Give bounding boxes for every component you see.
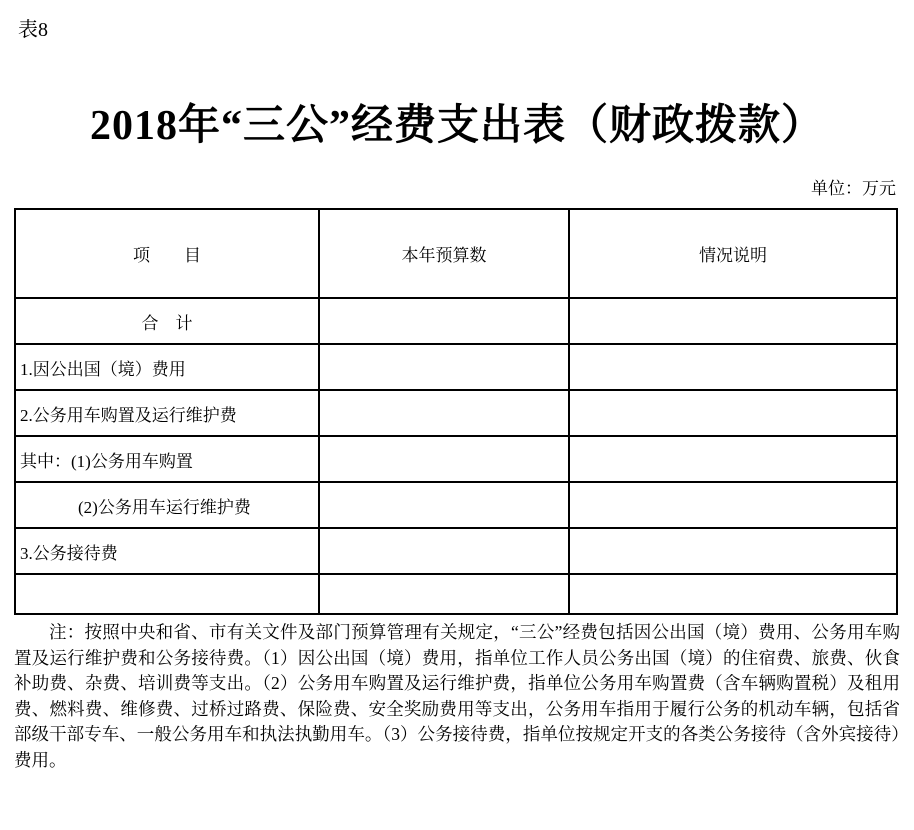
remark-cell: [569, 298, 897, 344]
remark-cell: [569, 390, 897, 436]
budget-cell: [319, 436, 569, 482]
table-row-total: [15, 298, 897, 344]
column-header-item: 项 目: [15, 209, 319, 298]
table-header-row: [15, 209, 897, 298]
table-row-empty: [15, 574, 897, 614]
item-cell: 合 计: [15, 298, 319, 344]
item-cell: (2)公务用车运行维护费: [15, 482, 319, 528]
expense-table: [14, 208, 898, 615]
unit-label: 单位：万元: [811, 179, 896, 198]
footnote: 注：按照中央和省、市有关文件及部门预算管理有关规定，“三公”经费包括因公出国（境）费用、公务用车购置及运行维护费和公务接待费。（1）因公出国（境）费用，指单位工作人员公务出国（境）的住宿费、旅费、伙食补助费、杂费、培训费等支出。（2）公务用车购置及运行维护费，指单位公务用车购置费（含车辆购置税）及租用费、燃料费、维修费、过桥过路费、保险费、安全奖励费用等支出，公务用车指用于履行公务的机动车辆，包括省部级干部专车、一般公务用车和执法执勤用车。（3）公务接待费，指单位按规定开支的各类公务接待（含外宾接待）费用。: [14, 622, 900, 770]
budget-cell: [319, 482, 569, 528]
remark-cell: [569, 344, 897, 390]
item-cell: 其中：(1)公务用车购置: [15, 436, 319, 482]
column-header-budget: 本年预算数: [319, 209, 569, 298]
table-row-abroad-expense: [15, 344, 897, 390]
item-cell: 3.公务接待费: [15, 528, 319, 574]
item-cell: [15, 574, 319, 614]
page-title: 2018年“三公”经费支出表（财政拨款）: [89, 103, 824, 149]
table-row-vehicle-maintenance: [15, 482, 897, 528]
column-header-remark: 情况说明: [569, 209, 897, 298]
remark-cell: [569, 436, 897, 482]
item-cell: 2.公务用车购置及运行维护费: [15, 390, 319, 436]
table-row-vehicle-purchase: [15, 436, 897, 482]
budget-cell: [319, 528, 569, 574]
remark-cell: [569, 574, 897, 614]
budget-cell: [319, 390, 569, 436]
budget-cell: [319, 344, 569, 390]
table-row-reception: [15, 528, 897, 574]
remark-cell: [569, 482, 897, 528]
remark-cell: [569, 528, 897, 574]
budget-cell: [319, 574, 569, 614]
table-row-vehicle-total: [15, 390, 897, 436]
sheet-label: 表8: [18, 19, 48, 41]
budget-cell: [319, 298, 569, 344]
item-cell: 1.因公出国（境）费用: [15, 344, 319, 390]
